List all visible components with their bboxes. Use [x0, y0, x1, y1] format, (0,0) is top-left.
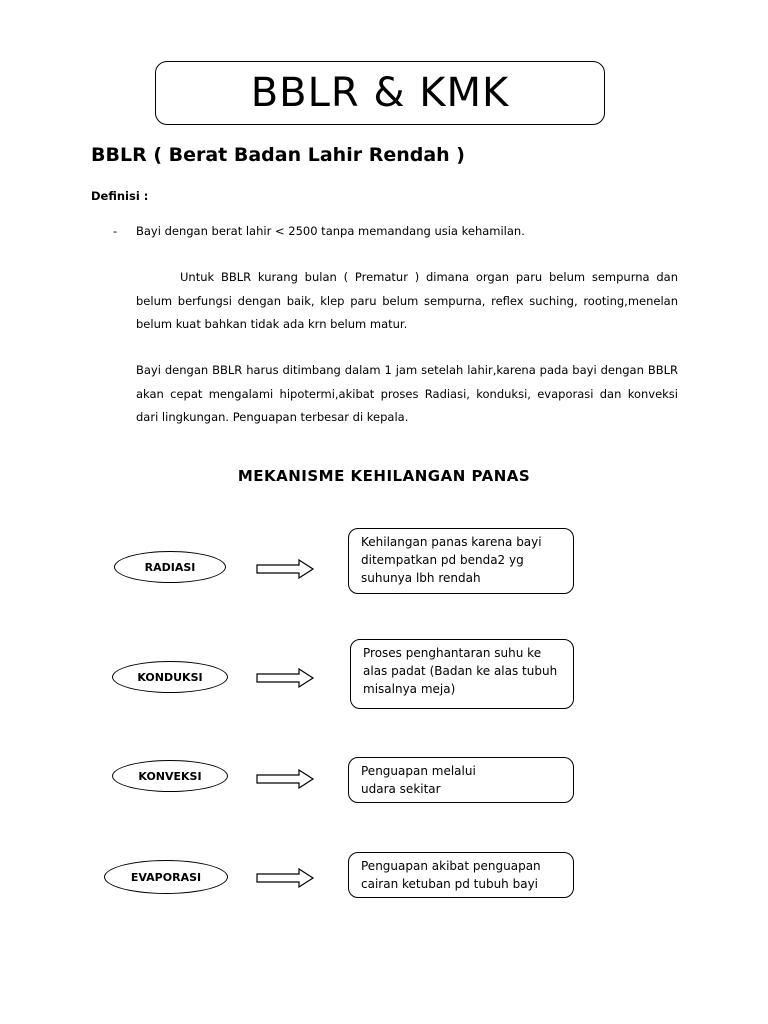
- oval-evaporasi: [104, 860, 228, 894]
- paragraph-prematur: Untuk BBLR kurang bulan ( Prematur ) dimana organ paru belum sempurna dan belum berfungsi dengan baik, klep paru belum sempurna, reflex suching, rooting,menelan belum kuat bahkan tidak ada krn belum matur.: [136, 270, 678, 331]
- arrow-right-icon: [255, 868, 315, 888]
- oval-konduksi: [112, 661, 228, 693]
- page-title: BBLR & KMK: [250, 70, 510, 116]
- description-konduksi: [350, 639, 574, 709]
- title-box: [155, 61, 605, 125]
- description-radiasi: [348, 528, 574, 594]
- mechanism-description: Proses penghantaran suhu ke alas padat (Badan ke alas tubuh misalnya meja): [363, 646, 558, 696]
- mechanism-description: Kehilangan panas karena bayi ditempatkan pd benda2 yg suhunya lbh rendah: [361, 535, 542, 585]
- definition-label: Definisi :: [91, 189, 149, 203]
- mechanism-description: Penguapan akibat penguapan cairan ketuban pd tubuh bayi: [361, 859, 541, 891]
- arrow-right-icon: [255, 769, 315, 789]
- bullet-dash: -: [113, 224, 118, 238]
- mechanism-label: EVAPORASI: [130, 870, 202, 884]
- paragraph-hipotermi: Bayi dengan BBLR harus ditimbang dalam 1 jam setelah lahir,karena pada bayi dengan BBLR akan cepat mengalami hipotermi,akibat proses Radiasi, konduksi, evaporasi dan konveksi dari lingkungan. Penguapan terbesar di kepala.: [136, 363, 678, 424]
- definition-text: Bayi dengan berat lahir < 2500 tanpa memandang usia kehamilan.: [136, 224, 525, 238]
- arrow-right-icon: [255, 668, 315, 688]
- description-evaporasi: [348, 852, 574, 898]
- mechanism-label: RADIASI: [144, 560, 196, 574]
- mechanism-label: KONVEKSI: [138, 769, 202, 783]
- mechanism-title: MEKANISME KEHILANGAN PANAS: [237, 467, 531, 485]
- section-heading: BBLR ( Berat Badan Lahir Rendah ): [91, 144, 465, 166]
- mechanism-description: Penguapan melalui udara sekitar: [361, 764, 476, 796]
- description-konveksi: [348, 757, 574, 803]
- oval-radiasi: [114, 551, 226, 583]
- arrow-right-icon: [255, 559, 315, 579]
- mechanism-label: KONDUKSI: [137, 670, 203, 684]
- oval-konveksi: [112, 760, 228, 792]
